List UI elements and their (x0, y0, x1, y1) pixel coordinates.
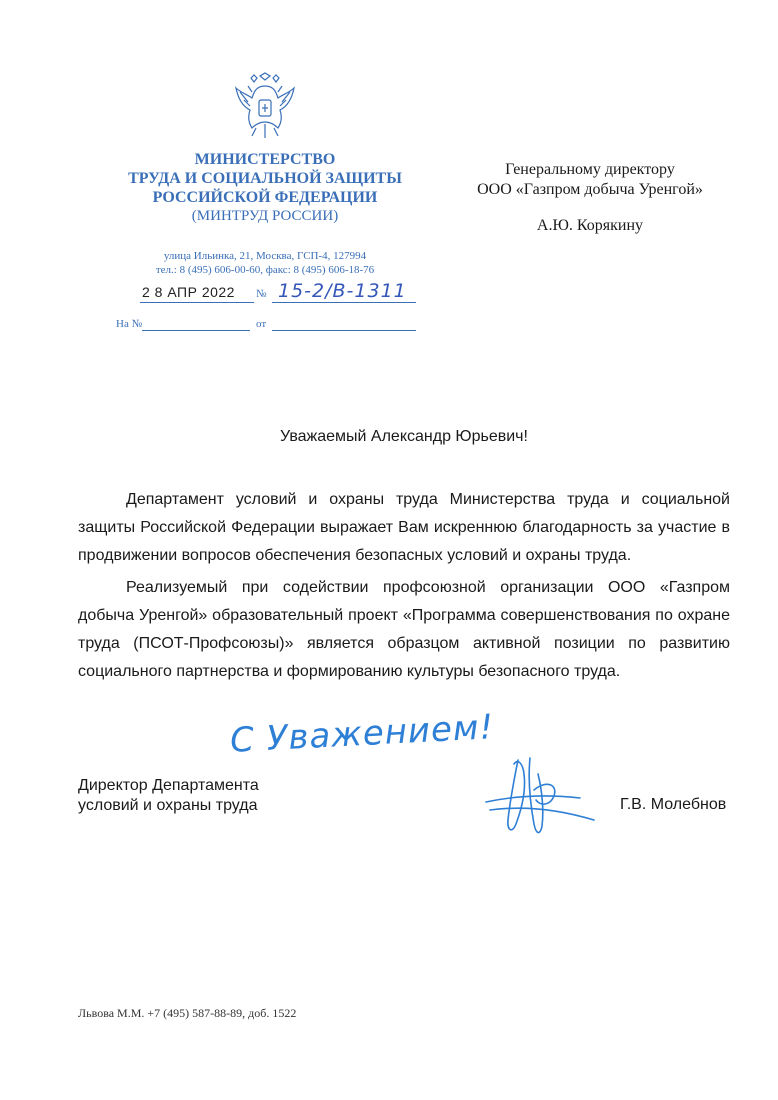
signatory-name: Г.В. Молебнов (620, 796, 727, 813)
handwritten-signature (484, 750, 604, 846)
ministry-name (100, 150, 430, 226)
ministry-line-1: МИНИСТЕРСТВО (194, 151, 336, 168)
registration-line (100, 280, 416, 306)
greeting: Уважаемый Александр Юрьевич! (280, 428, 528, 445)
body-paragraph-2: Реализуемый при содействии профсоюзной организации ООО «Газпром добыча Уренгой» образовательный проект «Программа совершенствования по охране труда (ПСОТ-Профсоюзы)» является образцом активной позиции по развитию социального партнерства и формированию культуры безопасного труда. (78, 579, 730, 680)
registration-number: 15-2/В-1311 (278, 280, 407, 302)
ministry-line-2: ТРУДА И СОЦИАЛЬНОЙ ЗАЩИТЫ (128, 170, 402, 187)
addressee-company: ООО «Газпром добыча Уренгой» (477, 181, 703, 198)
signatory-title (78, 776, 338, 816)
reference-from-blank (272, 330, 416, 331)
addressee-name: А.Ю. Корякину (536, 217, 644, 234)
registration-number-field (272, 280, 416, 303)
addressee-position: Генеральному директору (505, 161, 675, 178)
ministry-address (100, 249, 430, 277)
coat-of-arms-icon (234, 72, 296, 140)
ministry-abbreviation: (МИНТРУД РОССИИ) (191, 208, 339, 224)
reference-number-blank (142, 330, 250, 331)
reference-from-label: от (256, 318, 267, 330)
registration-number-label: № (256, 288, 267, 300)
letter-body (78, 486, 730, 690)
registration-date-stamp: 2 8 АПР 2022 (140, 284, 254, 303)
handwritten-closing: С Уважением! (229, 707, 496, 761)
reference-line (116, 318, 416, 334)
contact-line: Львова М.М. +7 (495) 587-88-89, доб. 1522 (78, 1006, 297, 1020)
address-line-2: тел.: 8 (495) 606-00-60, факс: 8 (495) 606-18-76 (155, 264, 375, 276)
signatory-title-line-1: Директор Департамента (78, 777, 259, 794)
ministry-line-3: РОССИЙСКОЙ ФЕДЕРАЦИИ (152, 189, 378, 206)
body-paragraph-1: Департамент условий и охраны труда Министерства труда и социальной защиты Российской Федерации выражает Вам искреннюю благодарность за участие в продвижении вопросов обеспечения безопасных условий и охраны труда. (78, 491, 730, 564)
reference-number-label: На № (116, 318, 143, 330)
address-line-1: улица Ильинка, 21, Москва, ГСП-4, 127994 (163, 250, 367, 262)
signatory-title-line-2: условий и охраны труда (78, 797, 258, 814)
addressee-block (440, 160, 740, 236)
